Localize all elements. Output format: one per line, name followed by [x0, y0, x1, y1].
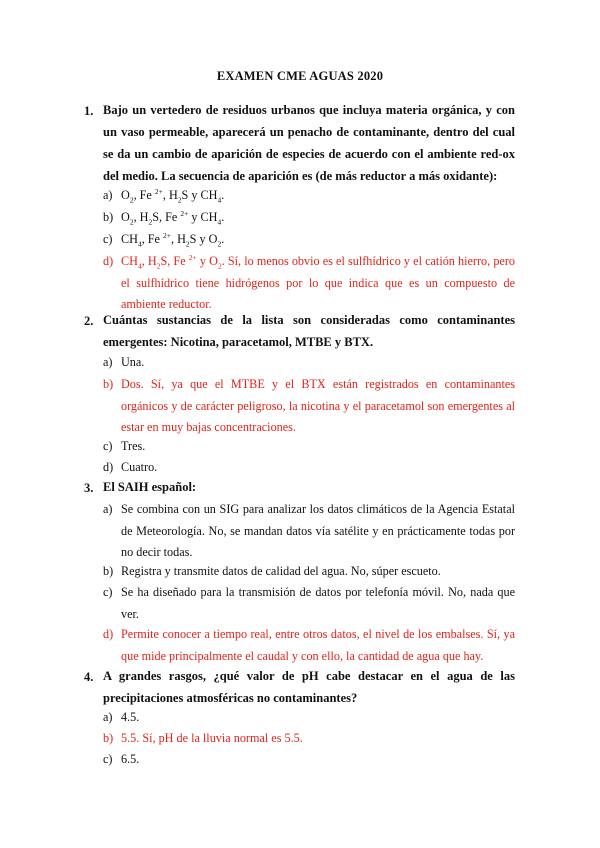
question-1-option-a-letter: a)	[103, 188, 113, 202]
question-4-number: 4.	[84, 670, 94, 684]
question-4-option-a: 4.5.	[121, 710, 140, 724]
exam-title: EXAMEN CME AGUAS 2020	[216, 69, 384, 83]
question-1-option-a: $O_2$, Fe $^{2+}$, $H_2S$ y $CH_4$.	[121, 186, 225, 205]
question-4-option-b-letter: b)	[103, 731, 114, 745]
question-3-option-a-letter: a)	[103, 502, 113, 516]
question-1-option-d-letter: d)	[103, 254, 114, 268]
question-2-text: Cuántas sustancias de la lista son consideradas como contaminantes emergentes: Nicotina, paracetamol, MTBE y BTX.	[103, 313, 515, 349]
question-3-option-b: Registra y transmite datos de calidad del agua. No, súper escueto.	[121, 564, 441, 578]
question-1-option-b-letter: b)	[103, 210, 114, 224]
question-3-option-b-letter: b)	[103, 564, 114, 578]
question-3-option-c-letter: c)	[103, 585, 113, 599]
question-4-option-c: 6.5.	[121, 752, 140, 766]
question-2-option-d: Cuatro.	[121, 460, 158, 474]
question-1-option-b: $O_2$, $H_2S$, Fe $^{2+}$ y $CH_4$.	[121, 208, 225, 227]
question-1-option-d-answer: $CH_4$, $H_2S$, Fe $^{2+}$ y $O_2$. Sí, lo menos obvio es el sulfhídrico y el catión hierro, pero el sulfhídrico tiene hidrógenos por lo que indica que es un compuesto de ambiente reductor.	[121, 252, 515, 311]
question-2-option-c-letter: c)	[103, 439, 113, 453]
question-3-text: El SAIH español:	[103, 480, 197, 494]
question-4-text: A grandes rasgos, ¿qué valor de pH cabe destacar en el agua de las precipitaciones atmosféricas no contaminantes?	[103, 669, 515, 705]
question-4-option-b-answer: 5.5. Sí, pH de la lluvia normal es 5.5.	[121, 731, 303, 745]
question-2-option-c: Tres.	[121, 439, 146, 453]
question-3-number: 3.	[84, 481, 94, 495]
question-1-option-c-letter: c)	[103, 232, 113, 246]
question-2-number: 2.	[84, 314, 94, 328]
question-2-option-b-letter: b)	[103, 377, 114, 391]
question-1-text: Bajo un vertedero de residuos urbanos que incluya materia orgánica, y con un vaso permeable, aparecerá un penacho de contaminante, dentro del cual se da un cambio de aparición de especies de acuerdo con el ambiente red-ox del medio. La secuencia de aparición es (de más reductor a más oxidante):	[103, 103, 515, 183]
question-2-option-d-letter: d)	[103, 460, 114, 474]
question-4-option-a-letter: a)	[103, 710, 113, 724]
question-2-option-a: Una.	[121, 355, 145, 369]
question-1-number: 1.	[84, 104, 94, 118]
question-3-option-d-answer: Permite conocer a tiempo real, entre otros datos, el nivel de los embalses. Sí, ya que mide principalmente el caudal y con ello, la cantidad de agua que hay.	[121, 627, 515, 663]
question-2-option-a-letter: a)	[103, 355, 113, 369]
question-4-option-c-letter: c)	[103, 752, 113, 766]
question-3-option-d-letter: d)	[103, 627, 114, 641]
question-2-option-b-answer: Dos. Sí, ya que el MTBE y el BTX están registrados en contaminantes orgánicos y de carácter peligroso, la nicotina y el paracetamol son emergentes al estar en muy bajas concentraciones.	[121, 377, 515, 434]
question-3-option-c: Se ha diseñado para la transmisión de datos por telefonía móvil. No, nada que ver.	[121, 585, 515, 621]
question-1-option-c: $CH_4$, Fe $^{2+}$, $H_2S$ y $O_2$.	[121, 230, 225, 249]
question-3-option-a: Se combina con un SIG para analizar los datos climáticos de la Agencia Estatal de Meteorología. No, se mandan datos vía satélite y en prácticamente todas por no decir todas.	[121, 502, 515, 559]
